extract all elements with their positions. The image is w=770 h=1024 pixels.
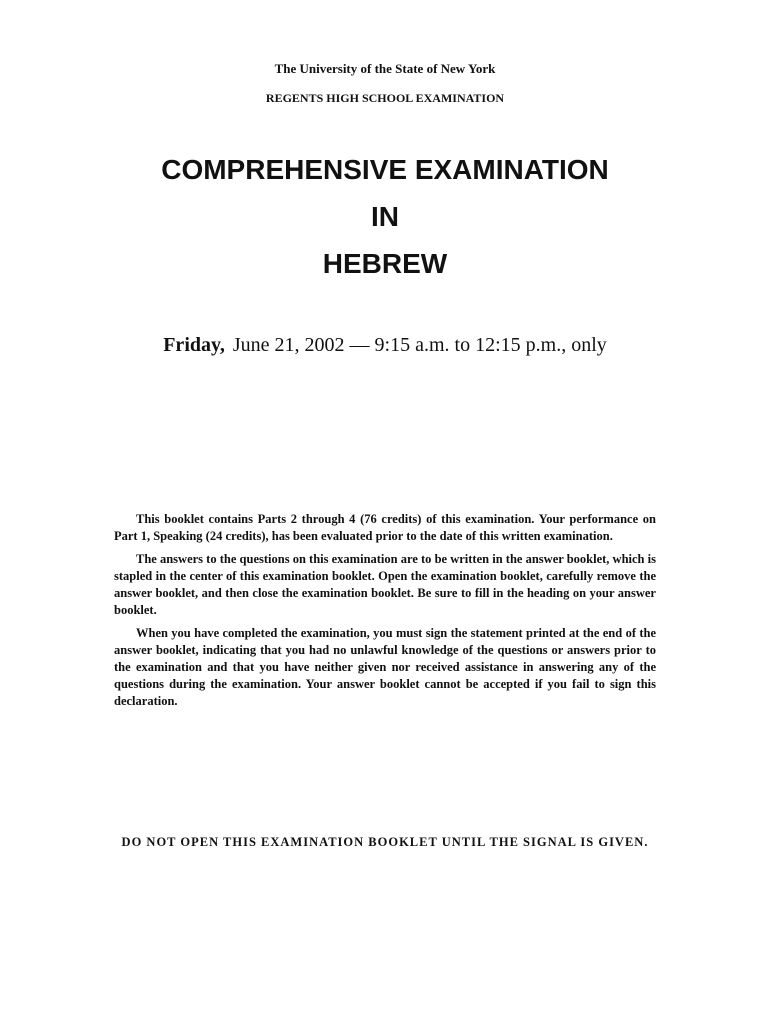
instructions-paragraph-3: When you have completed the examination, you must sign the statement printed at the end of the answer booklet, indicating that you had no unlawful knowledge of the questions or answers prior to the examination and that you have neither given nor received assistance in answering any of the questions during the examination. Your answer booklet cannot be accepted if you fail to sign this declaration. <box>114 626 656 708</box>
do-not-open-warning: DO NOT OPEN THIS EXAMINATION BOOKLET UNTIL THE SIGNAL IS GIVEN. <box>121 835 649 849</box>
exam-title-line-2: IN <box>371 201 399 232</box>
exam-schedule <box>0 334 770 357</box>
exam-day: Friday, <box>163 334 225 356</box>
institution-name: The University of the State of New York <box>274 61 496 76</box>
instructions-paragraph-2: The answers to the questions on this examination are to be written in the answer booklet, which is stapled in the center of this examination booklet. Open the examination booklet, carefully remove the answer booklet, and then close the examination booklet. Be sure to fill in the heading on your answer booklet. <box>114 552 656 617</box>
instructions-block <box>114 511 656 716</box>
instructions-paragraph-1: This booklet contains Parts 2 through 4 (76 credits) of this examination. Your performance on Part 1, Speaking (24 credits), has been evaluated prior to the date of this written examination. <box>114 512 656 543</box>
exam-date-time: June 21, 2002 — 9:15 a.m. to 12:15 p.m., only <box>232 334 607 356</box>
exam-title-line-3: HEBREW <box>322 248 448 279</box>
exam-type-heading: REGENTS HIGH SCHOOL EXAMINATION <box>265 91 505 105</box>
exam-title-line-1: COMPREHENSIVE EXAMINATION <box>161 154 609 185</box>
